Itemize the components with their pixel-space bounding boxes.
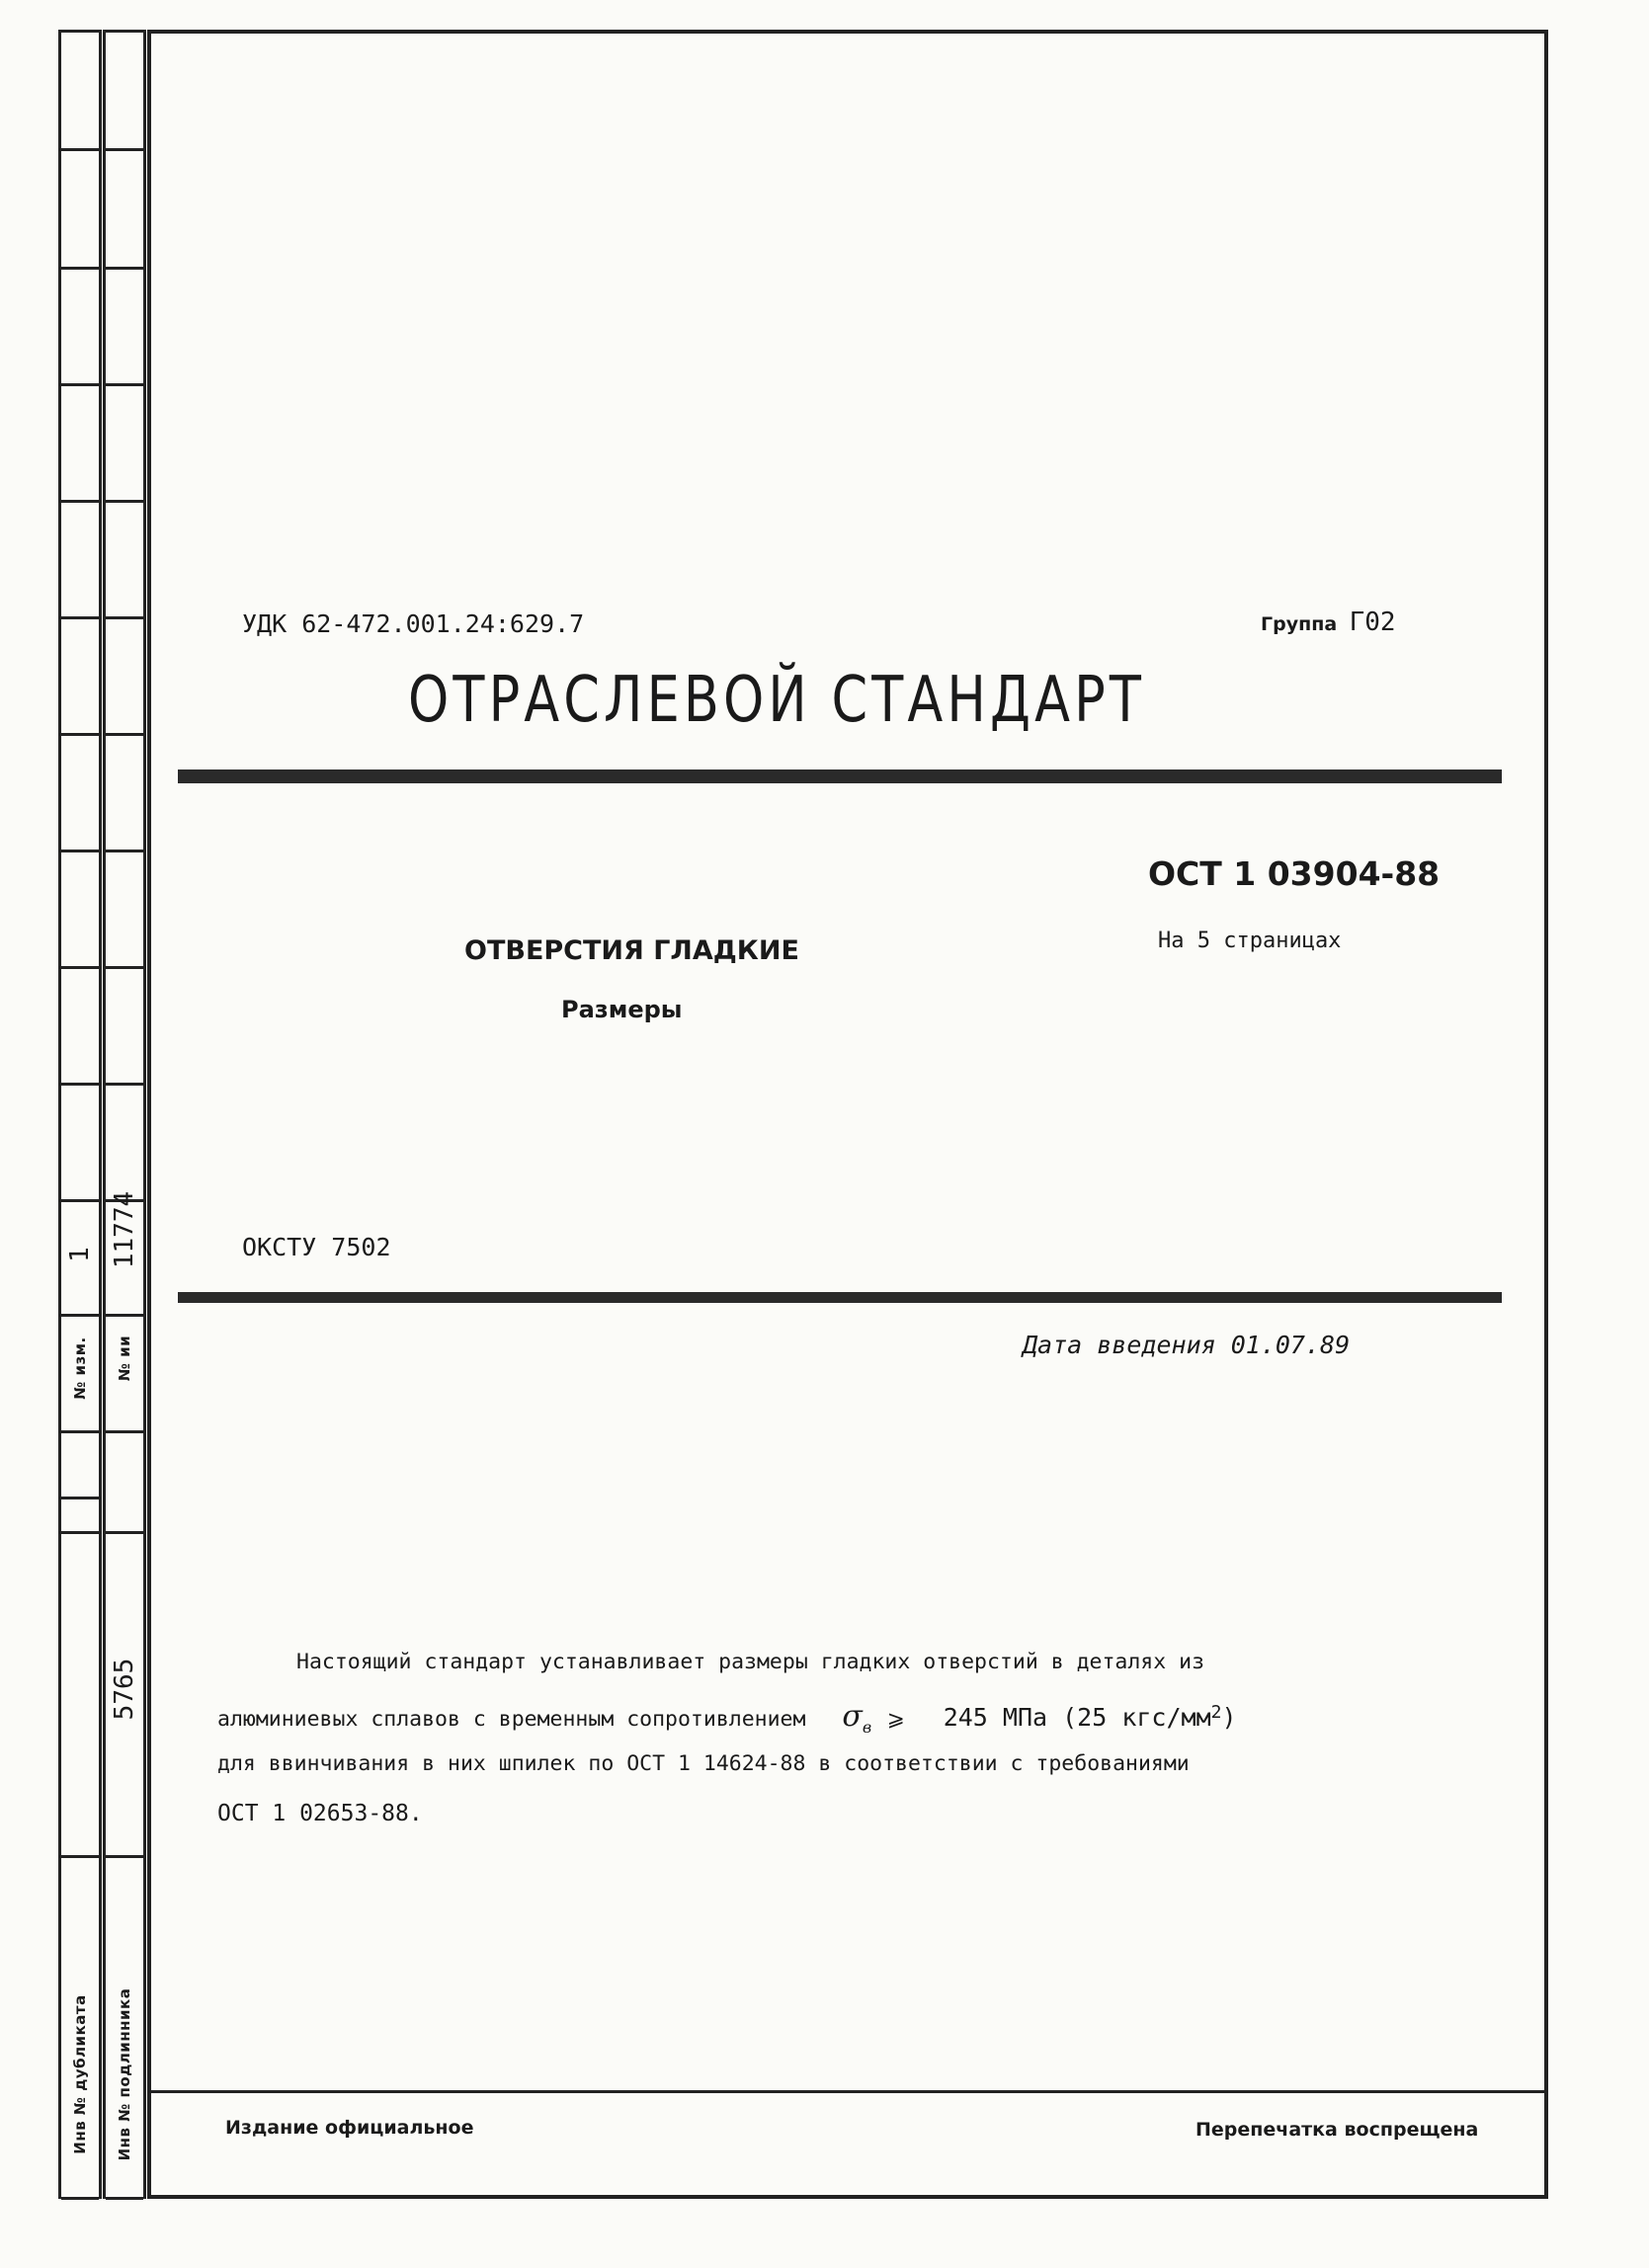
- unit-exponent: 2: [1210, 1701, 1222, 1723]
- okstu-code: ОКСТУ 7502: [242, 1233, 391, 1261]
- body-line-4: ОСТ 1 02653-88.: [217, 1801, 423, 1826]
- stress-close: ): [1221, 1703, 1237, 1732]
- main-title: ОТРАСЛЕВОЙ СТАНДАРТ: [408, 664, 1145, 737]
- sigma-symbol: [842, 1699, 880, 1737]
- header-rule: [178, 770, 1502, 783]
- sigma-subscript: в: [862, 1718, 872, 1737]
- page-frame: [147, 30, 1548, 2199]
- ii-label: № ии: [116, 1335, 133, 1382]
- group-label-text: Группа: [1261, 613, 1338, 635]
- ge-sign: ⩾: [886, 1707, 905, 1732]
- footer-official: Издание официальное: [225, 2117, 474, 2139]
- body-line-3: для ввинчивания в них шпилек по ОСТ 1 14624-88 в соответствии с требованиями: [217, 1751, 1190, 1776]
- margin-column-outer: [58, 30, 102, 2199]
- page-count: На 5 страницах: [1158, 929, 1342, 953]
- footer-divider: [147, 2090, 1548, 2093]
- margin-column-inner: [103, 30, 146, 2199]
- body-line-2: [217, 1699, 1237, 1737]
- ii-value: 11774: [110, 1190, 139, 1269]
- inv-value: 5765: [110, 1658, 139, 1721]
- group-label: [1261, 608, 1396, 637]
- inv-podl-label: Инв № подлинника: [116, 1987, 133, 2161]
- izm-value: 1: [65, 1247, 95, 1262]
- izm-label: № изм.: [71, 1336, 89, 1400]
- stress-value: 245 МПа (25 кгс/мм: [943, 1703, 1211, 1732]
- udk-code: УДК 62-472.001.24:629.7: [242, 609, 585, 638]
- inv-dup-label: Инв № дубликата: [71, 1994, 89, 2154]
- okstu-rule: [178, 1292, 1502, 1303]
- footer-reprint: Перепечатка воспрещена: [1196, 2119, 1479, 2141]
- body-line-2-text: алюминиевых сплавов с временным сопротивлением: [217, 1707, 806, 1732]
- standard-title: ОТВЕРСТИЯ ГЛАДКИЕ: [464, 935, 799, 966]
- standard-number: ОСТ 1 03904-88: [1148, 854, 1441, 893]
- body-line-1: Настоящий стандарт устанавливает размеры гладких отверстий в деталях из: [296, 1650, 1205, 1674]
- sigma-letter: σ: [842, 1699, 863, 1734]
- group-code: Г02: [1349, 608, 1396, 637]
- standard-subtitle: Размеры: [561, 996, 683, 1023]
- intro-date: Дата введения 01.07.89: [1023, 1331, 1351, 1359]
